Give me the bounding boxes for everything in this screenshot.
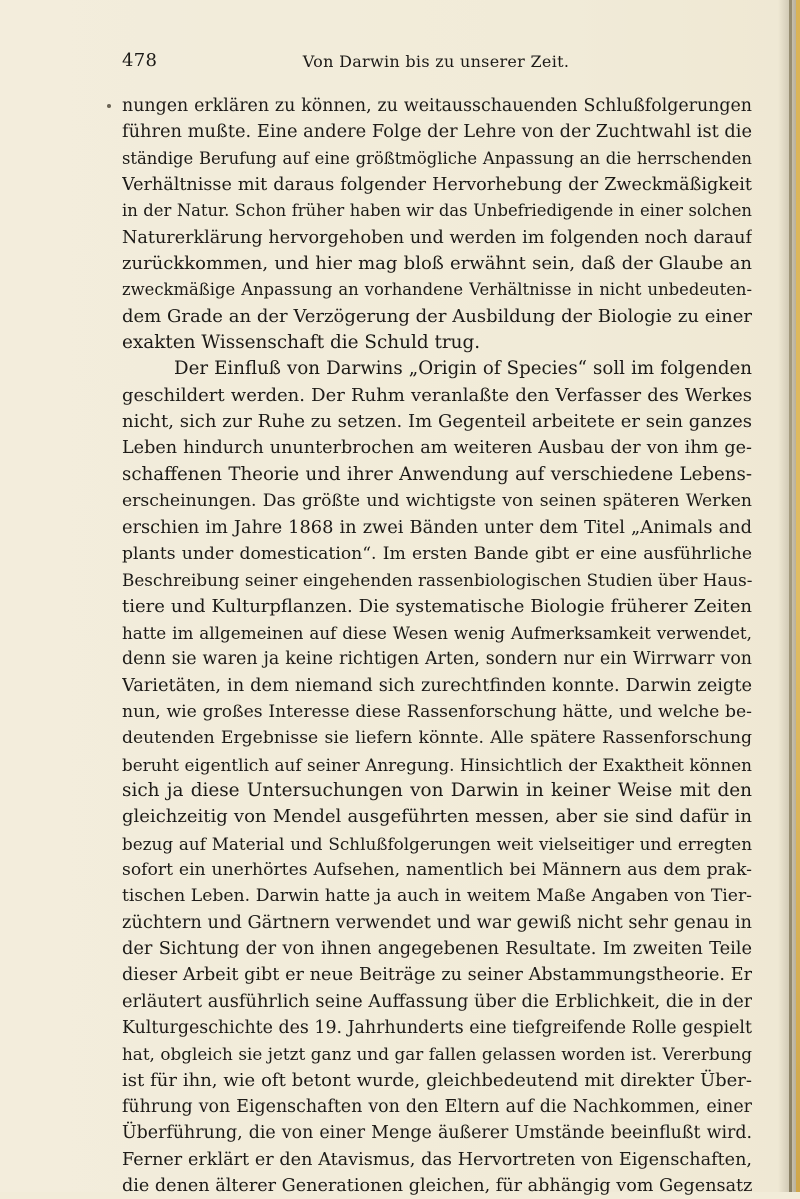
text-line: ist für ihn, wie oft betont wurde, gleichbedeutend mit direkter Über-	[122, 1069, 752, 1091]
text-line: hatte im allgemeinen auf diese Wesen wenig Aufmerksamkeit verwendet,	[122, 622, 752, 643]
text-line: Leben hindurch ununterbrochen am weiteren Ausbau der von ihm ge-	[122, 438, 752, 459]
text-line: sofort ein unerhörtes Aufsehen, namentlich bei Männern aus dem prak-	[122, 859, 752, 880]
text-line: die denen älterer Generationen gleichen, für abhängig vom Gegensatz	[122, 1176, 752, 1197]
text-line: nun, wie großes Interesse diese Rassenforschung hätte, und welche be-	[122, 701, 752, 722]
text-line: Naturerklärung hervorgehoben und werden im folgenden noch darauf	[122, 227, 752, 248]
text-line: bezug auf Material und Schlußfolgerungen weit vielseitiger und erregten	[122, 833, 752, 854]
page-header	[122, 50, 750, 74]
margin-mark	[107, 104, 111, 108]
text-line: gleichzeitig von Mendel ausgeführten messen, aber sie sind dafür in	[122, 806, 752, 828]
text-line: tiere und Kulturpflanzen. Die systematische Biologie früherer Zeiten	[122, 595, 752, 617]
text-line: beruht eigentlich auf seiner Anregung. Hinsichtlich der Exaktheit können	[122, 754, 752, 775]
running-title: Von Darwin bis zu unserer Zeit.	[302, 52, 570, 71]
text-line: zurückkommen, und hier mag bloß erwähnt sein, daß der Glaube an	[122, 253, 752, 275]
text-line: züchtern und Gärtnern verwendet und war gewiß nicht sehr genau in	[122, 911, 752, 933]
text-line: exakten Wissenschaft die Schuld trug.	[122, 332, 481, 354]
text-line: ständige Berufung auf eine größtmögliche Anpassung an die herrschenden	[122, 148, 752, 168]
text-line: Ferner erklärt er den Atavismus, das Hervortreten von Eigenschaften,	[122, 1149, 752, 1170]
text-line: geschildert werden. Der Ruhm veranlaßte den Verfasser des Werkes	[122, 384, 752, 406]
page-edge-line	[789, 0, 792, 1192]
text-line: in der Natur. Schon früher haben wir das Unbefriedigende in einer solchen	[122, 201, 752, 221]
page-edge-gilt	[796, 0, 800, 1192]
text-line: erläutert ausführlich seine Auffassung über die Erblichkeit, die in der	[122, 990, 752, 1012]
text-line: denn sie waren ja keine richtigen Arten, sondern nur ein Wirrwarr von	[122, 649, 752, 670]
text-line: plants under domestication“. Im ersten Bande gibt er eine ausführliche	[122, 543, 752, 564]
text-line: führen mußte. Eine andere Folge der Lehre von der Zuchtwahl ist die	[122, 121, 752, 143]
text-line: erschien im Jahre 1868 in zwei Bänden unter dem Titel „Animals and	[122, 516, 752, 538]
text-line: tischen Leben. Darwin hatte ja auch in weitem Maße Angaben von Tier-	[122, 886, 752, 907]
text-line: dieser Arbeit gibt er neue Beiträge zu seiner Abstammungstheorie. Er	[122, 965, 752, 986]
text-line: dem Grade an der Verzögerung der Ausbildung der Biologie zu einer	[122, 305, 752, 327]
text-line: deutenden Ergebnisse sie liefern könnte. Alle spätere Rassenforschung	[122, 728, 752, 749]
text-line: zweckmäßige Anpassung an vorhandene Verhältnisse in nicht unbedeuten-	[122, 280, 752, 300]
text-line: nungen erklären zu können, zu weitausschauenden Schlußfolgerungen	[122, 96, 752, 116]
text-line: nicht, sich zur Ruhe zu setzen. Im Gegenteil arbeitete er sein ganzes	[122, 411, 752, 433]
text-line: erscheinungen. Das größte und wichtigste von seinen späteren Werken	[122, 491, 752, 512]
text-line: sich ja diese Untersuchungen von Darwin in keiner Weise mit den	[122, 779, 752, 801]
text-line: Kulturgeschichte des 19. Jahrhunderts eine tiefgreifende Rolle gespielt	[122, 1018, 752, 1039]
text-line: Der Einfluß von Darwins „Origin of Species“ soll im folgenden	[174, 358, 752, 380]
text-line: der Sichtung der von ihnen angegebenen Resultate. Im zweiten Teile	[122, 938, 752, 959]
text-line: Überführung, die von einer Menge äußerer Umstände beeinflußt wird.	[122, 1123, 752, 1144]
text-line: Varietäten, in dem niemand sich zurechtfinden konnte. Darwin zeigte	[122, 674, 752, 696]
text-line: Beschreibung seiner eingehenden rassenbiologischen Studien über Haus-	[122, 570, 752, 591]
text-line: Verhältnisse mit daraus folgender Hervorhebung der Zweckmäßigkeit	[122, 175, 752, 196]
text-line: schaffenen Theorie und ihrer Anwendung auf verschiedene Lebens-	[122, 463, 752, 485]
text-line: hat, obgleich sie jetzt ganz und gar fallen gelassen worden ist. Vererbung	[122, 1044, 752, 1065]
body-text	[122, 93, 752, 1199]
page-number: 478	[122, 50, 158, 71]
text-line: führung von Eigenschaften von den Eltern auf die Nachkommen, einer	[122, 1097, 752, 1118]
